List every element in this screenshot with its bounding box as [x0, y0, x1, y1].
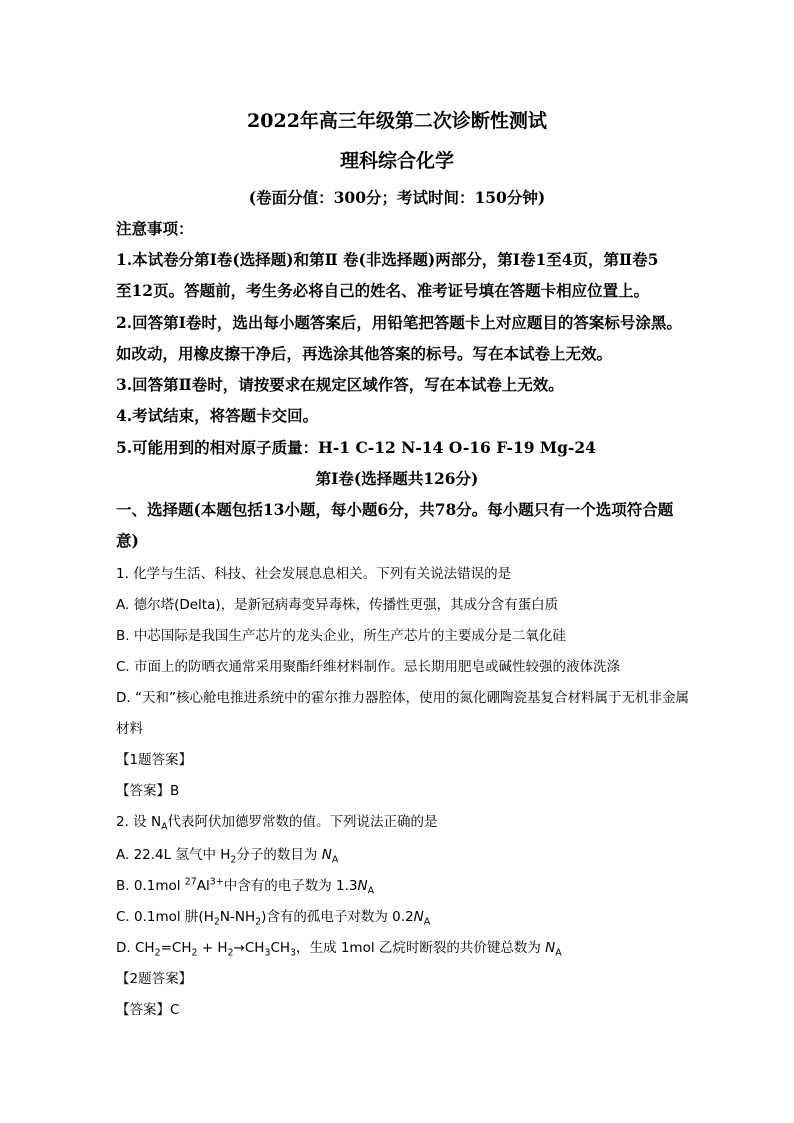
q1-option-a: A. 德尔塔(Delta)，是新冠病毒变异毒株，传播性更强，其成分含有蛋白质: [116, 597, 559, 613]
q1-option-d-line-1: D. “天和”核心舱电推进系统中的霍尔推力器腔体，使用的氮化硼陶瓷基复合材料属于无机非金属: [116, 690, 689, 706]
part-title: 第Ⅰ卷(选择题共126分): [315, 469, 479, 488]
q2-stem-sub: A: [161, 821, 168, 833]
q1-option-d-line-2: 材料: [116, 721, 143, 737]
q2-answer-heading: 【2题答案】: [116, 971, 193, 987]
note-line-2: 至12页。答题前，考生务必将自己的姓名、准考证号填在答题卡相应位置上。: [116, 281, 650, 300]
q2-d-s2: 2: [191, 947, 198, 959]
q2-d-nsub: A: [555, 947, 562, 959]
section-intro-line-1: 一、选择题(本题包括13小题，每小题6分，共78分。每小题只有一个选项符合题: [116, 500, 674, 519]
q2-c-sub: 2: [213, 916, 220, 928]
q1-answer: 【答案】B: [116, 783, 180, 799]
q2-b-mid: 中含有的电子数为 1.3: [223, 878, 358, 894]
q2-b-el: Al: [196, 878, 210, 894]
q1-answer-heading: 【1题答案】: [116, 752, 193, 768]
q2-b-nsub: A: [367, 885, 375, 897]
q2-d-t3: →CH: [233, 940, 265, 956]
exam-title: 2022年高三年级第二次诊断性测试: [247, 110, 547, 132]
exam-info: (卷面分值：300分；考试时间：150分钟): [248, 188, 546, 207]
q2-option-b: [116, 874, 374, 897]
q1-option-b: B. 中芯国际是我国生产芯片的龙头企业，所生产芯片的主要成分是二氧化硅: [116, 628, 566, 644]
q2-b-sup2: 3+: [209, 876, 224, 888]
q1-option-c: C. 市面上的防晒衣通常采用聚酯纤维材料制作。忌长期用肥皂或碱性较强的液体洗涤: [116, 659, 621, 675]
q2-c-mid: N-NH: [219, 909, 256, 925]
q2-a-mid: 分子的数目为: [236, 847, 322, 863]
q2-a-pre: A. 22.4L 氢气中 H: [116, 847, 231, 863]
note-line-6: 4.考试结束，将答题卡交回。: [116, 406, 319, 425]
q2-b-n: N: [357, 878, 368, 894]
q2-d-s3: 2: [227, 947, 234, 959]
q2-c-post: )含有的孤电子对数为 0.2: [261, 909, 414, 925]
q1-stem: 1. 化学与生活、科技、社会发展息息相关。下列有关说法错误的是: [116, 566, 512, 582]
q2-d-s4: 3: [264, 947, 271, 959]
q2-option-c: [116, 905, 430, 928]
exam-subtitle: 理科综合化学: [339, 150, 454, 172]
note-line-4: 如改动，用橡皮擦干净后，再选涂其他答案的标号。写在本试卷上无效。: [116, 344, 613, 363]
q2-d-post: ，生成 1mol 乙烷时断裂的共价键总数为: [296, 940, 546, 956]
q2-c-pre: C. 0.1mol 肼(H: [116, 909, 214, 925]
q2-b-sup: 27: [184, 876, 197, 888]
q2-answer: 【答案】C: [116, 1002, 180, 1018]
notes-heading: 注意事项：: [116, 219, 194, 238]
section-intro-line-2: 意): [116, 531, 139, 550]
note-line-7: 5.可能用到的相对原子质量：H-1 C-12 N-14 O-16 F-19 Mg-24: [116, 438, 596, 457]
q2-a-nsub: A: [331, 854, 339, 866]
q2-d-n: N: [545, 940, 556, 956]
q2-c-n: N: [413, 909, 424, 925]
q2-d-s5: 3: [290, 947, 297, 959]
q2-option-a: [116, 843, 338, 866]
q2-c-sub2: 2: [255, 916, 262, 928]
q2-stem: [116, 810, 438, 833]
q2-d-t2: + H: [197, 940, 228, 956]
q2-stem-pre: 2. 设 N: [116, 814, 162, 830]
q2-c-nsub: A: [423, 916, 431, 928]
q2-d-pre: D. CH: [116, 940, 155, 956]
q2-d-t4: CH: [270, 940, 291, 956]
q2-a-sub: 2: [230, 854, 237, 866]
note-line-3: 2.回答第Ⅰ卷时，选出每小题答案后，用铅笔把答题卡上对应题目的答案标号涂黑。: [116, 313, 682, 332]
q2-stem-post: 代表阿伏加德罗常数的值。下列说法正确的是: [167, 814, 438, 830]
q2-b-pre: B. 0.1mol: [116, 878, 185, 894]
q2-option-d: [116, 936, 562, 959]
q2-d-t1: =CH: [160, 940, 192, 956]
note-line-5: 3.回答第Ⅱ卷时，请按要求在规定区域作答，写在本试卷上无效。: [116, 375, 564, 394]
note-line-1: 1.本试卷分第Ⅰ卷(选择题)和第Ⅱ 卷(非选择题)两部分，第Ⅰ卷1至4页，第Ⅱ卷5: [116, 250, 659, 269]
q2-d-s1: 2: [154, 947, 161, 959]
q2-a-n: N: [321, 847, 332, 863]
